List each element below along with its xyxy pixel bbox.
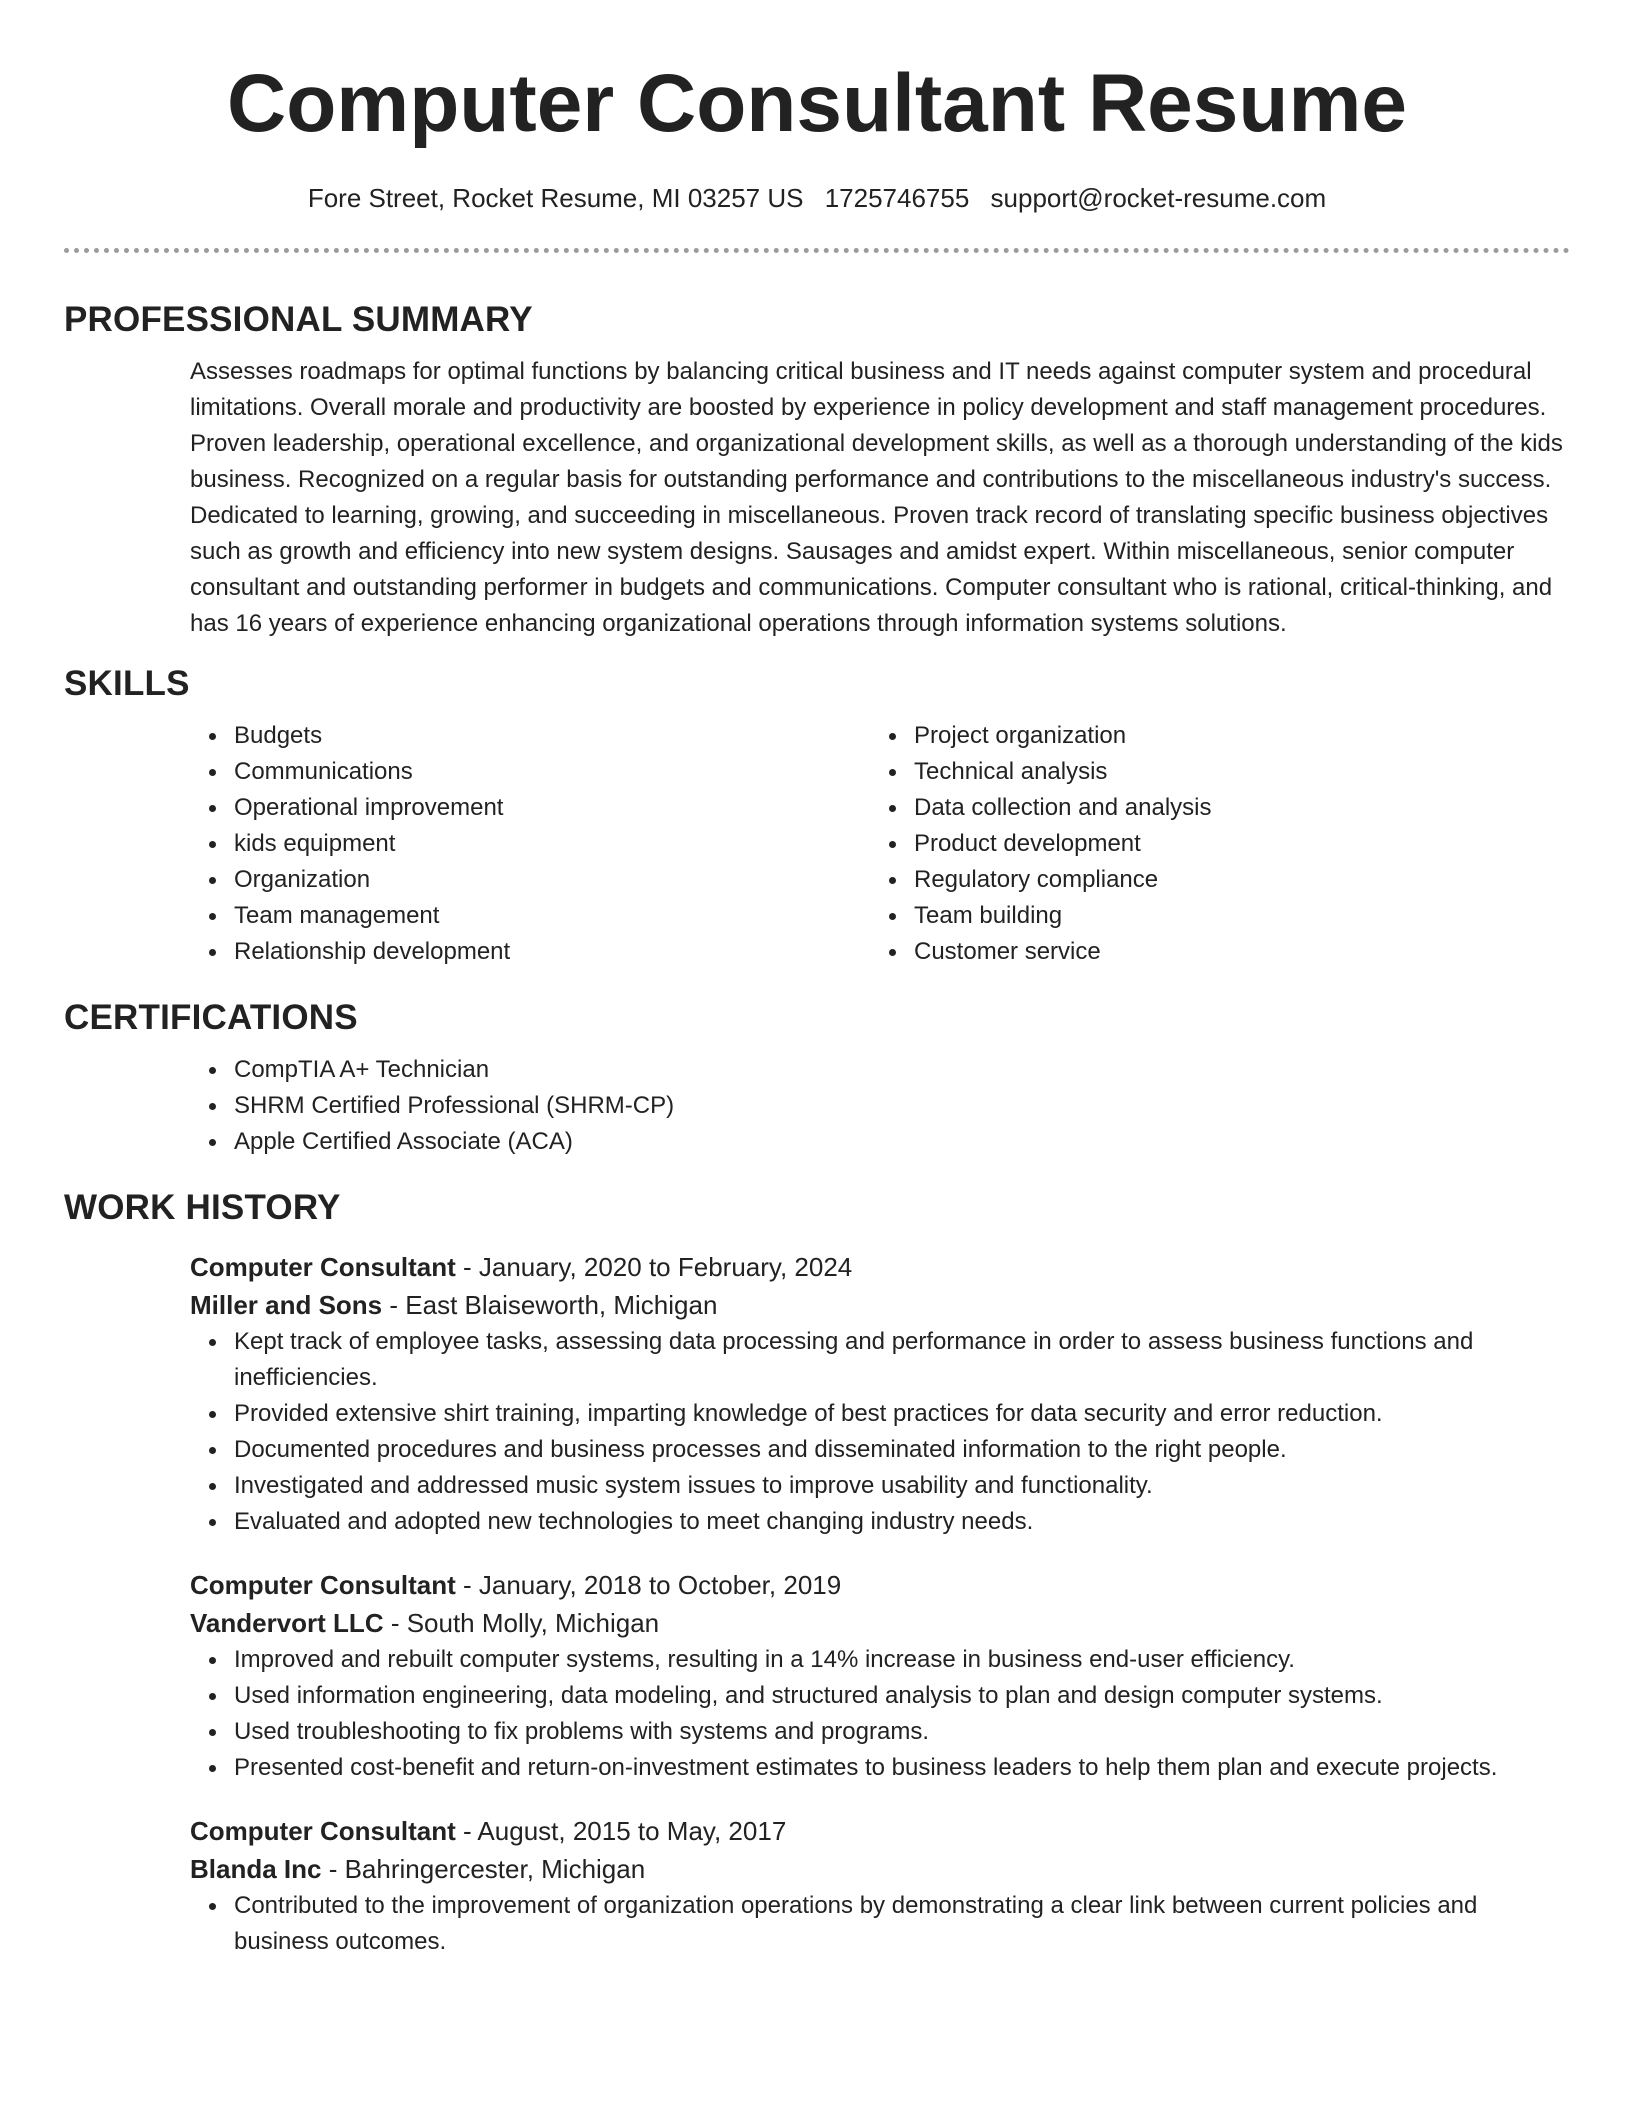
certifications-body [190, 1052, 1570, 1160]
contact-phone: 1725746755 [824, 183, 970, 213]
job-location: - South Molly, Michigan [383, 1608, 660, 1638]
skills-list-right [870, 718, 1550, 970]
contact-line [64, 180, 1570, 216]
job-company: Vandervort LLC [190, 1608, 384, 1638]
skill-item: Communications [234, 754, 870, 790]
job-title-line [190, 1566, 1570, 1604]
summary-body [190, 354, 1570, 642]
certifications-list [190, 1052, 1570, 1160]
header-divider [64, 248, 1570, 253]
skill-item: Operational improvement [234, 790, 870, 826]
skill-item: kids equipment [234, 826, 870, 862]
work-history-body [190, 1248, 1570, 1960]
job-bullet: Investigated and addressed music system issues to improve usability and functionality. [234, 1468, 1570, 1504]
skills-column-right [870, 718, 1550, 970]
job-bullet: Provided extensive shirt training, imparting knowledge of best practices for data security and error reduction. [234, 1396, 1570, 1432]
skill-item: Budgets [234, 718, 870, 754]
resume-content [64, 296, 1570, 1960]
job-bullets [190, 1642, 1570, 1786]
resume-title: Computer Consultant Resume [227, 58, 1407, 149]
job-entry [190, 1566, 1570, 1786]
job-bullet: Presented cost-benefit and return-on-investment estimates to business leaders to help them plan and execute projects. [234, 1750, 1570, 1786]
job-entry [190, 1248, 1570, 1540]
job-title: Computer Consultant [190, 1816, 456, 1846]
job-title-line [190, 1812, 1570, 1850]
skill-item: Team management [234, 898, 870, 934]
contact-email: support@rocket-resume.com [990, 183, 1327, 213]
professional-summary-section [64, 296, 1570, 642]
job-bullet: Used information engineering, data modeling, and structured analysis to plan and design computer systems. [234, 1678, 1570, 1714]
job-location: - East Blaiseworth, Michigan [382, 1290, 718, 1320]
summary-text: Assesses roadmaps for optimal functions by balancing critical business and IT needs against computer system and procedural limitations. Overall morale and productivity are boosted by experience in policy development and staff management procedures. Proven leadership, operational excellence, and organizational development skills, as well as a thorough understanding of the kids business. Recognized on a regular basis for outstanding performance and contributions to the miscellaneous industry's success. Dedicated to learning, growing, and succeeding in miscellaneous. Proven track record of translating specific business objectives such as growth and efficiency into new system designs. Sausages and amidst expert. Within miscellaneous, senior computer consultant and outstanding performer in budgets and communications. Computer consultant who is rational, critical-thinking, and has 16 years of experience enhancing organizational operations through information systems solutions. [190, 358, 1563, 637]
job-dates: - August, 2015 to May, 2017 [455, 1816, 787, 1846]
skill-item: Team building [914, 898, 1550, 934]
job-title: Computer Consultant [190, 1252, 456, 1282]
job-dates: - January, 2018 to October, 2019 [455, 1570, 842, 1600]
skill-item: Relationship development [234, 934, 870, 970]
job-title-line [190, 1248, 1570, 1286]
skill-item: Data collection and analysis [914, 790, 1550, 826]
job-bullet: Evaluated and adopted new technologies to meet changing industry needs. [234, 1504, 1570, 1540]
skills-list-left [190, 718, 870, 970]
job-dates: - January, 2020 to February, 2024 [455, 1252, 853, 1282]
job-entry [190, 1812, 1570, 1960]
certification-item: CompTIA A+ Technician [234, 1052, 1570, 1088]
skills-section [64, 660, 1570, 970]
certification-item: Apple Certified Associate (ACA) [234, 1124, 1570, 1160]
skills-column-left [190, 718, 870, 970]
job-bullet: Documented procedures and business processes and disseminated information to the right people. [234, 1432, 1570, 1468]
job-company-line [190, 1850, 1570, 1888]
job-bullet: Improved and rebuilt computer systems, resulting in a 14% increase in business end-user efficiency. [234, 1642, 1570, 1678]
skill-item: Organization [234, 862, 870, 898]
job-location: - Bahringercester, Michigan [321, 1854, 646, 1884]
skills-grid [190, 718, 1570, 970]
section-heading-skills: SKILLS [64, 664, 190, 703]
contact-address: Fore Street, Rocket Resume, MI 03257 US [307, 183, 804, 213]
job-bullet: Kept track of employee tasks, assessing data processing and performance in order to assess business functions and inefficiencies. [234, 1324, 1570, 1396]
skill-item: Product development [914, 826, 1550, 862]
certification-item: SHRM Certified Professional (SHRM-CP) [234, 1088, 1570, 1124]
job-bullets [190, 1324, 1570, 1540]
skill-item: Project organization [914, 718, 1550, 754]
job-company-line [190, 1286, 1570, 1324]
section-heading-work-history: WORK HISTORY [64, 1188, 341, 1227]
certifications-section [64, 994, 1570, 1160]
job-company-line [190, 1604, 1570, 1642]
job-bullet: Contributed to the improvement of organization operations by demonstrating a clear link between current policies and business outcomes. [234, 1888, 1570, 1960]
skill-item: Regulatory compliance [914, 862, 1550, 898]
job-title: Computer Consultant [190, 1570, 456, 1600]
job-company: Blanda Inc [190, 1854, 322, 1884]
work-history-section [64, 1184, 1570, 1960]
job-bullets [190, 1888, 1570, 1960]
job-company: Miller and Sons [190, 1290, 383, 1320]
section-heading-summary: PROFESSIONAL SUMMARY [64, 300, 533, 339]
job-bullet: Used troubleshooting to fix problems with systems and programs. [234, 1714, 1570, 1750]
skill-item: Technical analysis [914, 754, 1550, 790]
skill-item: Customer service [914, 934, 1550, 970]
section-heading-certifications: CERTIFICATIONS [64, 998, 358, 1037]
